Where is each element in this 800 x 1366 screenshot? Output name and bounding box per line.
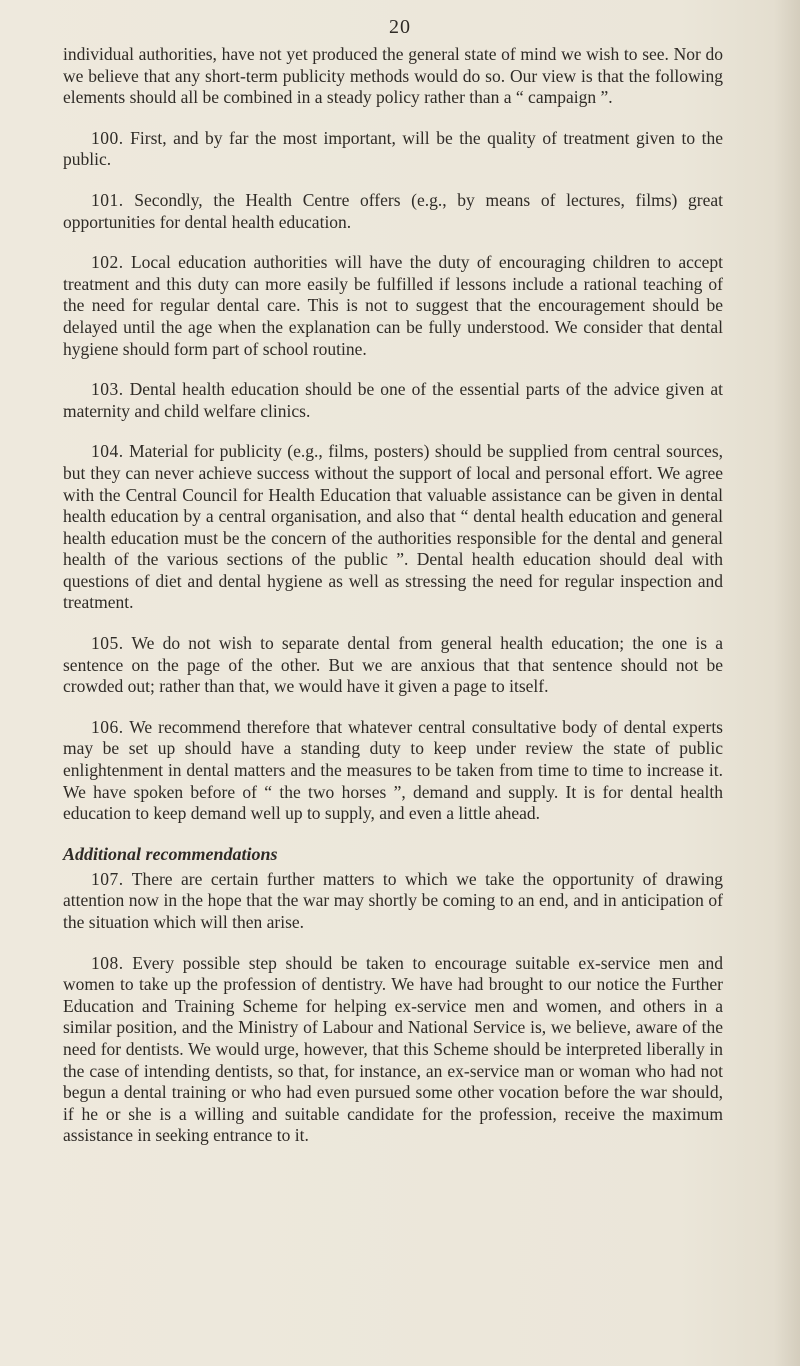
paragraph-number: 105.	[91, 633, 124, 654]
paragraph-103	[63, 379, 723, 422]
paragraph-107	[63, 869, 723, 934]
section-heading: Additional recommendations	[63, 843, 278, 864]
paragraph-text: We recommend therefore that whatever central consultative body of dental experts may be set up should have a standing duty to keep under review the state of public enlightenment in dental matters and the measures to be taken from time to time to increase it. We have spoken before of “ the two horses ”, demand and supply. It is for dental health education to keep demand well up to supply, and even a little ahead.	[63, 716, 723, 824]
paragraph-number: 107.	[91, 868, 124, 889]
paragraph-text: There are certain further matters to which we take the opportunity of drawing attention now in the hope that the war may shortly be coming to an end, and in anticipation of the situation which will then arise.	[63, 868, 723, 932]
paragraph-number: 102.	[91, 252, 124, 273]
paragraph-100	[63, 128, 723, 171]
paragraph-number: 100.	[91, 127, 124, 148]
page-number: 20	[389, 16, 411, 38]
paragraph-106	[63, 717, 723, 825]
paragraph-text: We do not wish to separate dental from general health education; the one is a sentence on the page of the other. But we are anxious that that sentence should not be crowded out; rather than that, we would have it given a page to itself.	[63, 633, 723, 697]
paragraph-108	[63, 953, 723, 1147]
paragraph-number: 106.	[91, 716, 124, 737]
paragraph-text: Dental health education should be one of the essential parts of the advice given at maternity and child welfare clinics.	[63, 379, 723, 421]
paragraph-number: 108.	[91, 952, 124, 973]
paragraph-text: Every possible step should be taken to encourage suitable ex-service men and women to take up the profession of dentistry. We have had brought to our notice the Further Education and Training Scheme for helping ex-service men and women, and others in a similar position, and the Ministry of Labour and National Service is, we believe, aware of the need for dentists. We would urge, however, that this Scheme should be interpreted liberally in the case of intending dentists, so that, for instance, an ex-service man or woman who had not begun a dental training or who had even pursued some other vocation before the war should, if he or she is a willing and suitable candidate for the profession, receive the maximum assistance in seeking entrance to it.	[63, 952, 723, 1146]
paragraph-number: 101.	[91, 189, 124, 210]
document-body	[63, 44, 723, 1166]
paragraph-101	[63, 190, 723, 233]
paragraph-text: Secondly, the Health Centre offers (e.g., by means of lectures, films) great opportunities for dental health education.	[63, 189, 723, 232]
page-edge-shadow	[774, 0, 800, 1366]
paragraph-intro: individual authorities, have not yet produced the general state of mind we wish to see. Nor do we believe that any short-term publicity methods would do so. Our view is that the following elements should all be combined in a steady policy rather than a “ campaign ”.	[63, 44, 723, 108]
paragraph-text: First, and by far the most important, will be the quality of treatment given to the public.	[63, 127, 724, 170]
paragraph-text: Material for publicity (e.g., films, posters) should be supplied from central sources, but they can never achieve success without the support of local and personal effort. We agree with the Central Council for Health Education that valuable assistance can be given in dental health education by a central organisation, and also that “ dental health education and general health education must be the concern of the authorities responsible for the dental and general health of the various sections of the public ”. Dental health education should deal with questions of diet and dental hygiene as well as stressing the need for regular inspection and treatment.	[63, 441, 724, 613]
paragraph-102	[63, 252, 723, 360]
paragraph-105	[63, 633, 723, 698]
paragraph-104	[63, 441, 723, 614]
paragraph-number: 103.	[91, 379, 124, 400]
paragraph-number: 104.	[91, 441, 124, 462]
paragraph-text: Local education authorities will have the duty of encouraging children to accept treatment and this duty can more easily be fulfilled if lessons include a rational teaching of the need for regular dental care. This is not to suggest that the encouragement should be delayed until the age when the explanation can be fully understood. We consider that dental hygiene should form part of school routine.	[63, 252, 724, 359]
